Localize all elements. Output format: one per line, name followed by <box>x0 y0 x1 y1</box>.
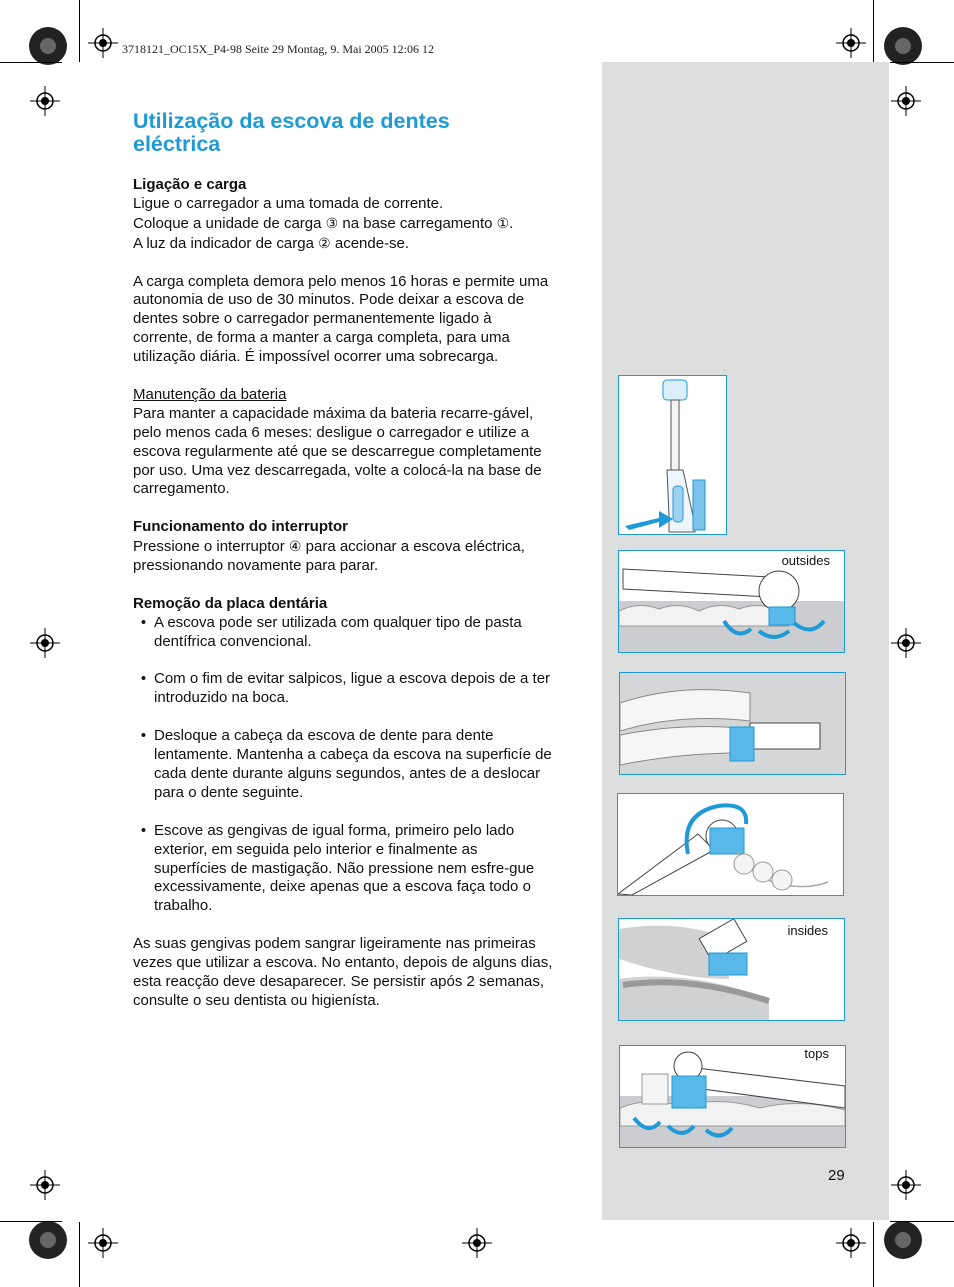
charging-line-2a: Coloque a unidade de carga <box>133 214 326 232</box>
gums-text: As suas gengivas podem sangrar ligeiramente nas primeiras vezes que utilizar a escova. No entanto, depois de alguns dias, esta reacção deve desaparecer. Se persistir após 2 semanas, consulte o seu dentista ou higienísta. <box>133 935 553 1009</box>
insides-label: insides <box>787 923 828 938</box>
switch-text-a: Pressione o interruptor <box>133 538 289 556</box>
registration-mark-icon <box>836 1228 866 1258</box>
registration-mark-icon <box>30 628 60 658</box>
mouth-brushing-illustration <box>619 672 846 775</box>
registration-mark-icon <box>462 1228 492 1258</box>
page-title <box>133 110 573 156</box>
section-heading-removal: Remoção da placa dentária <box>133 594 328 612</box>
title-line-2: eléctrica <box>133 132 221 156</box>
bullet-text: A escova pode ser utilizada com qualquer tipo de pasta dentífrica convencional. <box>154 613 522 650</box>
outsides-label: outsides <box>781 553 830 568</box>
bullet-mark: • <box>140 613 147 631</box>
charging-line-1: Ligue o carregador a uma tomada de corrente. <box>133 194 444 212</box>
tops-label: tops <box>804 1046 829 1061</box>
charging-line-3 <box>133 234 553 254</box>
charging-line-3a: A luz da indicador de carga <box>133 234 319 252</box>
starburst-mark-icon <box>883 26 923 66</box>
main-text <box>133 176 553 1011</box>
bullet-text: Com o fim de evitar salpicos, ligue a escova depois de a ter introduzido na boca. <box>154 670 551 707</box>
outsides-illustration <box>618 550 845 653</box>
registration-mark-icon <box>88 28 118 58</box>
list-item <box>133 670 553 708</box>
registration-mark-icon <box>30 1170 60 1200</box>
charging-paragraph-2: A carga completa demora pelo menos 16 horas e permite uma autonomia de uso de 30 minutos. Pode deixar a escova de dentes sobre o carregador permanentemente ligado à corrente, de forma a manter a carga completa, para uma utilização diária. É impossível ocorrer uma sobrecarga. <box>133 272 549 366</box>
section-heading-charging: Ligação e carga <box>133 176 247 193</box>
bullet-text: Desloque a cabeça da escova de dente para dente lentamente. Mantenha a cabeça da escova na superficíe de cada dente durante alguns segundos, antes de a deslocar para o dente seguinte. <box>154 727 552 801</box>
registration-mark-icon <box>836 28 866 58</box>
toothbrush-drawing <box>619 376 726 534</box>
registration-mark-icon <box>891 628 921 658</box>
bullet-mark: • <box>140 670 147 688</box>
starburst-mark-icon <box>28 1220 68 1260</box>
charging-line-3b: acende-se. <box>330 234 410 252</box>
brush-rotation-illustration <box>617 793 844 896</box>
list-item <box>133 822 553 917</box>
crop-line <box>873 0 874 62</box>
charging-line-2c: . <box>509 214 514 232</box>
list-item <box>133 614 553 652</box>
crop-line <box>79 1222 80 1287</box>
ref-4: ④ <box>288 538 302 555</box>
switch-text-b: para accionar a escova eléctrica, pressionando novamente para parar. <box>133 538 525 575</box>
print-slug: 3718121_OC15X_P4-98 Seite 29 Montag, 9. Mai 2005 12:06 12 <box>122 42 434 56</box>
switch-text <box>133 537 553 576</box>
charging-line-2 <box>133 214 553 234</box>
crop-line <box>0 62 62 63</box>
registration-mark-icon <box>891 1170 921 1200</box>
mouth-drawing <box>620 673 845 774</box>
crop-line <box>79 0 80 62</box>
crop-line <box>0 1221 62 1222</box>
registration-mark-icon <box>88 1228 118 1258</box>
ref-1: ① <box>496 214 510 231</box>
bullet-mark: • <box>140 727 147 745</box>
crop-line <box>890 62 954 63</box>
section-heading-switch: Funcionamento do interruptor <box>133 518 348 536</box>
ref-2: ② <box>318 234 331 251</box>
list-item <box>133 727 553 803</box>
bullet-mark: • <box>140 821 147 839</box>
ref-3: ③ <box>325 214 339 231</box>
registration-mark-icon <box>30 86 60 116</box>
page-number: 29 <box>828 1167 845 1184</box>
title-line-1: Utilização da escova de dentes <box>133 109 450 133</box>
section-heading-battery: Manutenção da bateria <box>133 385 287 403</box>
teeth-tops-drawing <box>620 1046 845 1147</box>
tops-illustration <box>619 1045 846 1148</box>
bullet-text: Escove as gengivas de igual forma, primeiro pelo lado exterior, em seguida pelo interior e finalmente as superfícies de mastigação. Não pressione nem esfre-gue excessivamente, deixe apenas que a escova faça todo o trabalho. <box>154 821 535 915</box>
battery-text: Para manter a capacidade máxima da bateria recarre-gável, pelo menos cada 6 meses: desligue o carregador e utilize a escova regularmente até que se descarregue completamente por uso. Uma vez descarregada, volte a colocá-la na base de carregamento. <box>133 404 542 498</box>
brush-rotation-drawing <box>618 794 843 895</box>
starburst-mark-icon <box>883 1220 923 1260</box>
registration-mark-icon <box>891 86 921 116</box>
crop-line <box>873 1222 874 1287</box>
starburst-mark-icon <box>28 26 68 66</box>
crop-line <box>890 1221 954 1222</box>
insides-illustration <box>618 918 845 1021</box>
charging-line-2b: na base carregamento <box>338 214 497 232</box>
toothbrush-charging-illustration <box>618 375 727 535</box>
